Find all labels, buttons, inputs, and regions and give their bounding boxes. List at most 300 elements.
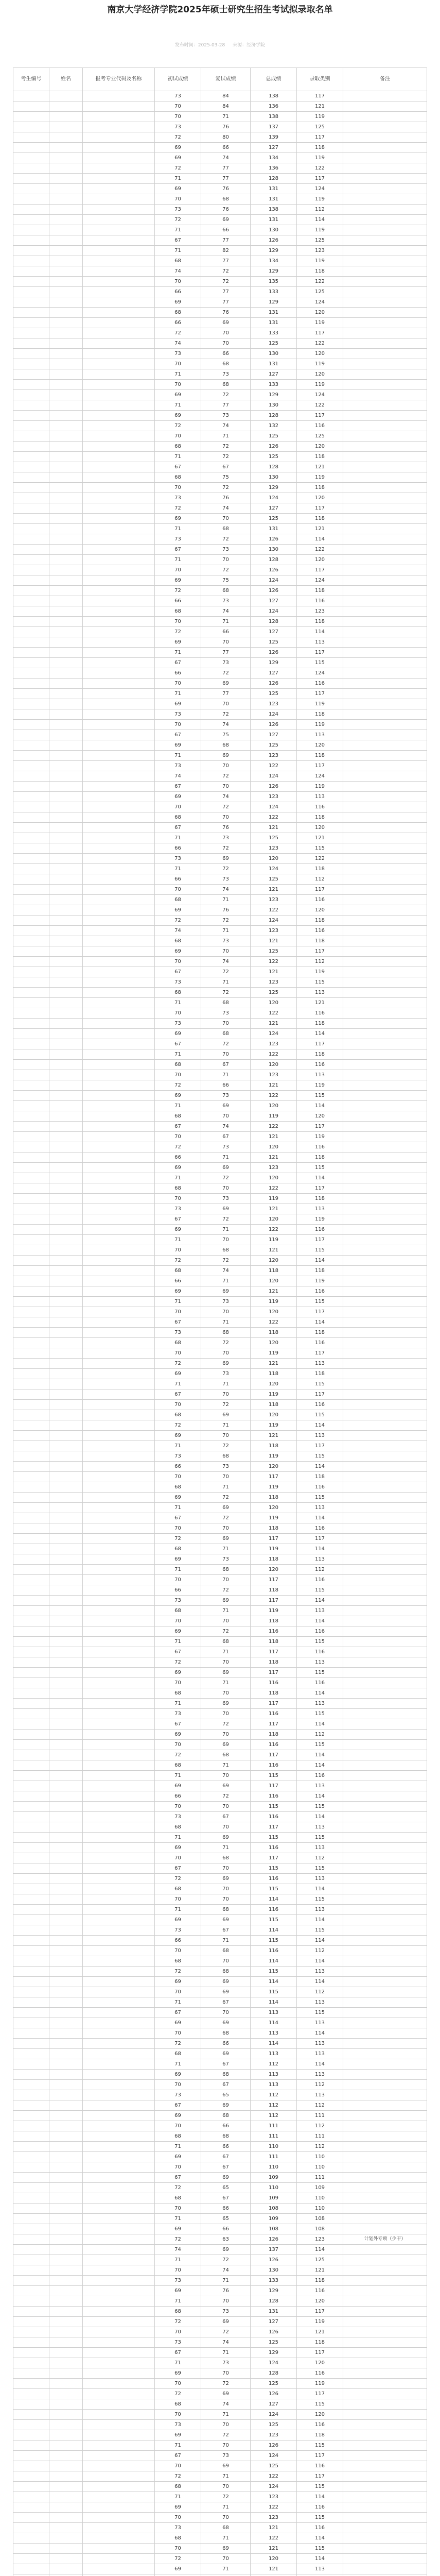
- score-cell: 120: [251, 1214, 297, 1225]
- major-cell: [83, 823, 155, 833]
- exam-id-cell: [13, 658, 49, 668]
- table-row: [13, 2214, 427, 2224]
- note-cell: [343, 1719, 427, 1730]
- exam-id-cell: [13, 2018, 49, 2028]
- score-cell: 68: [201, 1946, 251, 1956]
- major-cell: [83, 1183, 155, 1194]
- score-cell: 67: [155, 1513, 201, 1523]
- name-cell: [49, 2307, 83, 2317]
- score-cell: 118: [297, 1153, 343, 1163]
- note-cell: [343, 534, 427, 545]
- score-cell: 131: [251, 524, 297, 534]
- table-row: [13, 524, 427, 534]
- score-cell: 71: [155, 2214, 201, 2224]
- score-cell: 75: [201, 472, 251, 483]
- score-cell: 70: [201, 1802, 251, 1812]
- score-cell: 124: [297, 297, 343, 308]
- major-cell: [83, 1493, 155, 1503]
- note-cell: [343, 390, 427, 400]
- major-cell: [83, 1874, 155, 1884]
- major-cell: [83, 1389, 155, 1400]
- major-cell: [83, 1637, 155, 1647]
- score-cell: 69: [155, 297, 201, 308]
- score-cell: 70: [155, 483, 201, 493]
- table-body: [13, 91, 427, 2576]
- name-cell: [49, 2286, 83, 2296]
- score-cell: 114: [297, 1596, 343, 1606]
- name-cell: [49, 287, 83, 297]
- table-row: [13, 2574, 427, 2576]
- score-cell: 70: [155, 359, 201, 369]
- col-header: 初试成绩: [155, 68, 201, 91]
- score-cell: 67: [201, 2152, 251, 2162]
- major-cell: [83, 1513, 155, 1523]
- name-cell: [49, 751, 83, 761]
- score-cell: 69: [155, 2430, 201, 2441]
- score-cell: 71: [155, 400, 201, 411]
- major-cell: [83, 1585, 155, 1596]
- score-cell: 68: [201, 1967, 251, 1977]
- score-cell: 114: [251, 1894, 297, 1905]
- score-cell: 110: [251, 2142, 297, 2152]
- score-cell: 70: [201, 1956, 251, 1967]
- major-cell: [83, 2327, 155, 2337]
- score-cell: 68: [155, 2307, 201, 2317]
- note-cell: [343, 1657, 427, 1668]
- exam-id-cell: [13, 2276, 49, 2286]
- score-cell: 69: [201, 1534, 251, 1544]
- note-cell: [343, 1183, 427, 1194]
- name-cell: [49, 2039, 83, 2049]
- name-cell: [49, 1369, 83, 1379]
- exam-id-cell: [13, 452, 49, 462]
- name-cell: [49, 720, 83, 730]
- score-cell: [297, 2574, 343, 2576]
- score-cell: 120: [297, 2410, 343, 2420]
- major-cell: [83, 782, 155, 792]
- exam-id-cell: [13, 184, 49, 194]
- exam-id-cell: [13, 2028, 49, 2039]
- table-row: [13, 2410, 427, 2420]
- score-cell: 114: [297, 1760, 343, 1771]
- score-cell: 128: [251, 411, 297, 421]
- table-row: [13, 2348, 427, 2358]
- score-cell: 123: [251, 1039, 297, 1049]
- name-cell: [49, 462, 83, 472]
- score-cell: 117: [251, 1781, 297, 1791]
- name-cell: [49, 1070, 83, 1080]
- exam-id-cell: [13, 988, 49, 998]
- name-cell: [49, 2028, 83, 2039]
- name-cell: [49, 431, 83, 442]
- name-cell: [49, 658, 83, 668]
- major-cell: [83, 1008, 155, 1019]
- score-cell: 115: [297, 2544, 343, 2554]
- note-cell: [343, 1709, 427, 1719]
- score-cell: 124: [297, 390, 343, 400]
- score-cell: 120: [297, 2358, 343, 2368]
- score-cell: 70: [201, 1348, 251, 1359]
- exam-id-cell: [13, 2070, 49, 2080]
- score-cell: 129: [251, 2286, 297, 2296]
- exam-id-cell: [13, 328, 49, 338]
- score-cell: 70: [201, 1523, 251, 1534]
- score-cell: 114: [297, 1936, 343, 1946]
- score-cell: 71: [201, 1070, 251, 1080]
- score-cell: 67: [155, 658, 201, 668]
- table-row: [13, 2111, 427, 2121]
- score-cell: 69: [155, 1286, 201, 1297]
- score-cell: 114: [297, 2245, 343, 2255]
- exam-id-cell: [13, 1420, 49, 1431]
- score-cell: 84: [201, 101, 251, 112]
- score-cell: 127: [251, 596, 297, 606]
- score-cell: 118: [297, 936, 343, 946]
- score-cell: 66: [155, 1585, 201, 1596]
- exam-id-cell: [13, 1286, 49, 1297]
- score-cell: 74: [201, 2399, 251, 2410]
- exam-id-cell: [13, 1451, 49, 1462]
- score-cell: 66: [155, 1936, 201, 1946]
- score-cell: 126: [251, 648, 297, 658]
- score-cell: 74: [155, 266, 201, 277]
- score-cell: 72: [155, 163, 201, 174]
- table-row: [13, 1678, 427, 1688]
- score-cell: 125: [297, 2255, 343, 2265]
- score-cell: 70: [155, 1894, 201, 1905]
- score-cell: 73: [155, 977, 201, 988]
- major-cell: [83, 1101, 155, 1111]
- table-row: [13, 988, 427, 998]
- table-row: [13, 101, 427, 112]
- name-cell: [49, 916, 83, 926]
- score-cell: 72: [201, 1585, 251, 1596]
- exam-id-cell: [13, 2482, 49, 2492]
- score-cell: 115: [251, 1915, 297, 1925]
- table-row: [13, 1369, 427, 1379]
- exam-id-cell: [13, 1967, 49, 1977]
- exam-id-cell: [13, 2420, 49, 2430]
- score-cell: 66: [155, 1462, 201, 1472]
- score-cell: 119: [251, 1420, 297, 1431]
- score-cell: 113: [297, 1554, 343, 1565]
- major-cell: [83, 854, 155, 864]
- exam-id-cell: [13, 627, 49, 637]
- score-cell: 136: [251, 163, 297, 174]
- exam-id-cell: [13, 205, 49, 215]
- score-cell: 70: [201, 1688, 251, 1699]
- score-cell: 74: [201, 720, 251, 730]
- score-cell: 123: [251, 2492, 297, 2502]
- score-cell: 111: [251, 2131, 297, 2142]
- score-cell: 113: [297, 2049, 343, 2059]
- major-cell: [83, 1019, 155, 1029]
- score-cell: 124: [251, 802, 297, 812]
- score-cell: 67: [155, 2100, 201, 2111]
- score-cell: 112: [297, 1853, 343, 1863]
- note-cell: [343, 751, 427, 761]
- exam-id-cell: [13, 1060, 49, 1070]
- major-cell: [83, 287, 155, 297]
- score-cell: 67: [155, 1122, 201, 1132]
- score-cell: 115: [297, 2482, 343, 2492]
- score-cell: 70: [155, 1523, 201, 1534]
- score-cell: 125: [297, 122, 343, 132]
- table-row: [13, 2451, 427, 2461]
- table-row: [13, 874, 427, 885]
- score-cell: 65: [201, 2183, 251, 2193]
- score-cell: 117: [297, 689, 343, 699]
- exam-id-cell: [13, 1493, 49, 1503]
- score-cell: 73: [155, 2523, 201, 2533]
- table-row: [13, 421, 427, 431]
- note-cell: [343, 1575, 427, 1585]
- score-cell: 69: [155, 1730, 201, 1740]
- major-cell: [83, 885, 155, 895]
- score-cell: 72: [201, 1441, 251, 1451]
- score-cell: 66: [201, 2039, 251, 2049]
- note-cell: [343, 1977, 427, 1987]
- exam-id-cell: [13, 761, 49, 771]
- table-row: [13, 1843, 427, 1853]
- name-cell: [49, 1245, 83, 1256]
- score-cell: 115: [251, 1884, 297, 1894]
- major-cell: [83, 1348, 155, 1359]
- exam-id-cell: [13, 266, 49, 277]
- score-cell: 116: [297, 2523, 343, 2533]
- exam-id-cell: [13, 1019, 49, 1029]
- name-cell: [49, 1348, 83, 1359]
- exam-id-cell: [13, 2234, 49, 2245]
- score-cell: 122: [251, 1183, 297, 1194]
- score-cell: 119: [251, 1606, 297, 1616]
- table-row: [13, 1791, 427, 1802]
- score-cell: 118: [297, 812, 343, 823]
- score-cell: 113: [297, 1657, 343, 1668]
- exam-id-cell: [13, 369, 49, 380]
- major-cell: [83, 1297, 155, 1307]
- name-cell: [49, 2471, 83, 2482]
- name-cell: [49, 1730, 83, 1740]
- exam-id-cell: [13, 689, 49, 699]
- major-cell: [83, 1833, 155, 1843]
- score-cell: 126: [251, 2389, 297, 2399]
- exam-id-cell: [13, 1997, 49, 2008]
- score-cell: 70: [155, 1348, 201, 1359]
- score-cell: 131: [251, 359, 297, 369]
- table-row: [13, 2358, 427, 2368]
- score-cell: 119: [297, 318, 343, 328]
- score-cell: 128: [251, 2296, 297, 2307]
- note-cell: [343, 1802, 427, 1812]
- major-cell: [83, 2307, 155, 2317]
- score-cell: 67: [201, 1925, 251, 1936]
- table-row: [13, 1544, 427, 1554]
- score-cell: 71: [155, 246, 201, 256]
- name-cell: [49, 885, 83, 895]
- name-cell: [49, 679, 83, 689]
- major-cell: [83, 1235, 155, 1245]
- table-row: [13, 2245, 427, 2255]
- table-row: [13, 1771, 427, 1781]
- score-cell: 69: [201, 854, 251, 864]
- table-row: [13, 2018, 427, 2028]
- exam-id-cell: [13, 792, 49, 802]
- score-cell: 67: [155, 2451, 201, 2461]
- major-cell: [83, 1894, 155, 1905]
- score-cell: 68: [201, 1853, 251, 1863]
- col-header: 姓名: [49, 68, 83, 91]
- exam-id-cell: [13, 2111, 49, 2121]
- score-cell: 115: [297, 1709, 343, 1719]
- score-cell: 115: [297, 843, 343, 854]
- note-cell: [343, 658, 427, 668]
- score-cell: 70: [155, 2028, 201, 2039]
- score-cell: 72: [201, 534, 251, 545]
- score-cell: 122: [297, 277, 343, 287]
- major-cell: [83, 1688, 155, 1699]
- score-cell: 120: [297, 2296, 343, 2307]
- exam-id-cell: [13, 751, 49, 761]
- major-cell: [83, 1730, 155, 1740]
- score-cell: 112: [297, 2100, 343, 2111]
- major-cell: [83, 1400, 155, 1410]
- score-cell: 72: [201, 2492, 251, 2502]
- score-cell: 73: [155, 761, 201, 771]
- note-cell: [343, 452, 427, 462]
- score-cell: 69: [155, 153, 201, 163]
- table-row: [13, 1245, 427, 1256]
- exam-id-cell: [13, 802, 49, 812]
- note-cell: [343, 1544, 427, 1554]
- exam-id-cell: [13, 1194, 49, 1204]
- exam-id-cell: [13, 2379, 49, 2389]
- score-cell: 123: [251, 2513, 297, 2523]
- score-cell: 117: [297, 946, 343, 957]
- score-cell: 70: [201, 1863, 251, 1874]
- score-cell: 70: [155, 957, 201, 967]
- score-cell: 70: [155, 1132, 201, 1142]
- score-cell: 110: [297, 2204, 343, 2214]
- table-row: [13, 1668, 427, 1678]
- exam-id-cell: [13, 2152, 49, 2162]
- score-cell: 70: [201, 761, 251, 771]
- score-cell: 117: [297, 2348, 343, 2358]
- score-cell: 117: [297, 2307, 343, 2317]
- name-cell: [49, 421, 83, 431]
- score-cell: 73: [201, 369, 251, 380]
- score-cell: 82: [201, 246, 251, 256]
- major-cell: [83, 1163, 155, 1173]
- note-cell: [343, 2183, 427, 2193]
- score-cell: 123: [297, 606, 343, 617]
- name-cell: [49, 1420, 83, 1431]
- table-row: [13, 266, 427, 277]
- score-cell: 72: [201, 988, 251, 998]
- major-cell: [83, 2276, 155, 2286]
- score-cell: 126: [251, 2234, 297, 2245]
- table-row: [13, 1286, 427, 1297]
- name-cell: [49, 864, 83, 874]
- major-cell: [83, 916, 155, 926]
- col-header: 报考专业代码及名称: [83, 68, 155, 91]
- score-cell: 120: [297, 308, 343, 318]
- table-row: [13, 1379, 427, 1389]
- score-cell: 73: [201, 1297, 251, 1307]
- score-cell: 114: [297, 1956, 343, 1967]
- score-cell: 110: [297, 2193, 343, 2204]
- note-cell: [343, 967, 427, 977]
- score-cell: 125: [251, 988, 297, 998]
- exam-id-cell: [13, 833, 49, 843]
- major-cell: [83, 2255, 155, 2265]
- name-cell: [49, 617, 83, 627]
- table-row: [13, 2183, 427, 2193]
- name-cell: [49, 338, 83, 349]
- score-cell: 118: [297, 1369, 343, 1379]
- score-cell: 70: [155, 1740, 201, 1750]
- note-cell: [343, 709, 427, 720]
- name-cell: [49, 792, 83, 802]
- score-cell: 71: [201, 1225, 251, 1235]
- score-cell: 118: [297, 143, 343, 153]
- note-cell: [343, 514, 427, 524]
- table-row: [13, 2307, 427, 2317]
- name-cell: [49, 1688, 83, 1699]
- name-cell: [49, 1874, 83, 1884]
- score-cell: 120: [251, 1503, 297, 1513]
- note-cell: [343, 462, 427, 472]
- name-cell: [49, 2358, 83, 2368]
- name-cell: [49, 1812, 83, 1822]
- note-cell: [343, 1688, 427, 1699]
- score-cell: 124: [251, 2358, 297, 2368]
- name-cell: [49, 1173, 83, 1183]
- table-row: [13, 297, 427, 308]
- table-row: [13, 2337, 427, 2348]
- exam-id-cell: [13, 648, 49, 658]
- score-cell: 71: [155, 225, 201, 235]
- table-row: [13, 1462, 427, 1472]
- score-cell: 73: [155, 2337, 201, 2348]
- score-cell: 115: [297, 658, 343, 668]
- exam-id-cell: [13, 194, 49, 205]
- note-cell: [343, 1956, 427, 1967]
- score-cell: 69: [155, 184, 201, 194]
- table-row: [13, 1554, 427, 1565]
- score-cell: 125: [297, 431, 343, 442]
- score-cell: 70: [155, 2410, 201, 2420]
- note-cell: [343, 472, 427, 483]
- major-cell: [83, 2492, 155, 2502]
- major-cell: [83, 895, 155, 905]
- score-cell: 72: [201, 709, 251, 720]
- score-cell: 130: [251, 400, 297, 411]
- exam-id-cell: [13, 2049, 49, 2059]
- major-cell: [83, 2544, 155, 2554]
- name-cell: [49, 1544, 83, 1554]
- exam-id-cell: [13, 2131, 49, 2142]
- note-cell: [343, 2523, 427, 2533]
- score-cell: 123: [251, 1163, 297, 1173]
- note-cell: [343, 318, 427, 328]
- score-cell: 134: [251, 256, 297, 266]
- note-cell: [343, 1256, 427, 1266]
- note-cell: [343, 1523, 427, 1534]
- score-cell: 118: [297, 916, 343, 926]
- name-cell: [49, 761, 83, 771]
- score-cell: 68: [155, 256, 201, 266]
